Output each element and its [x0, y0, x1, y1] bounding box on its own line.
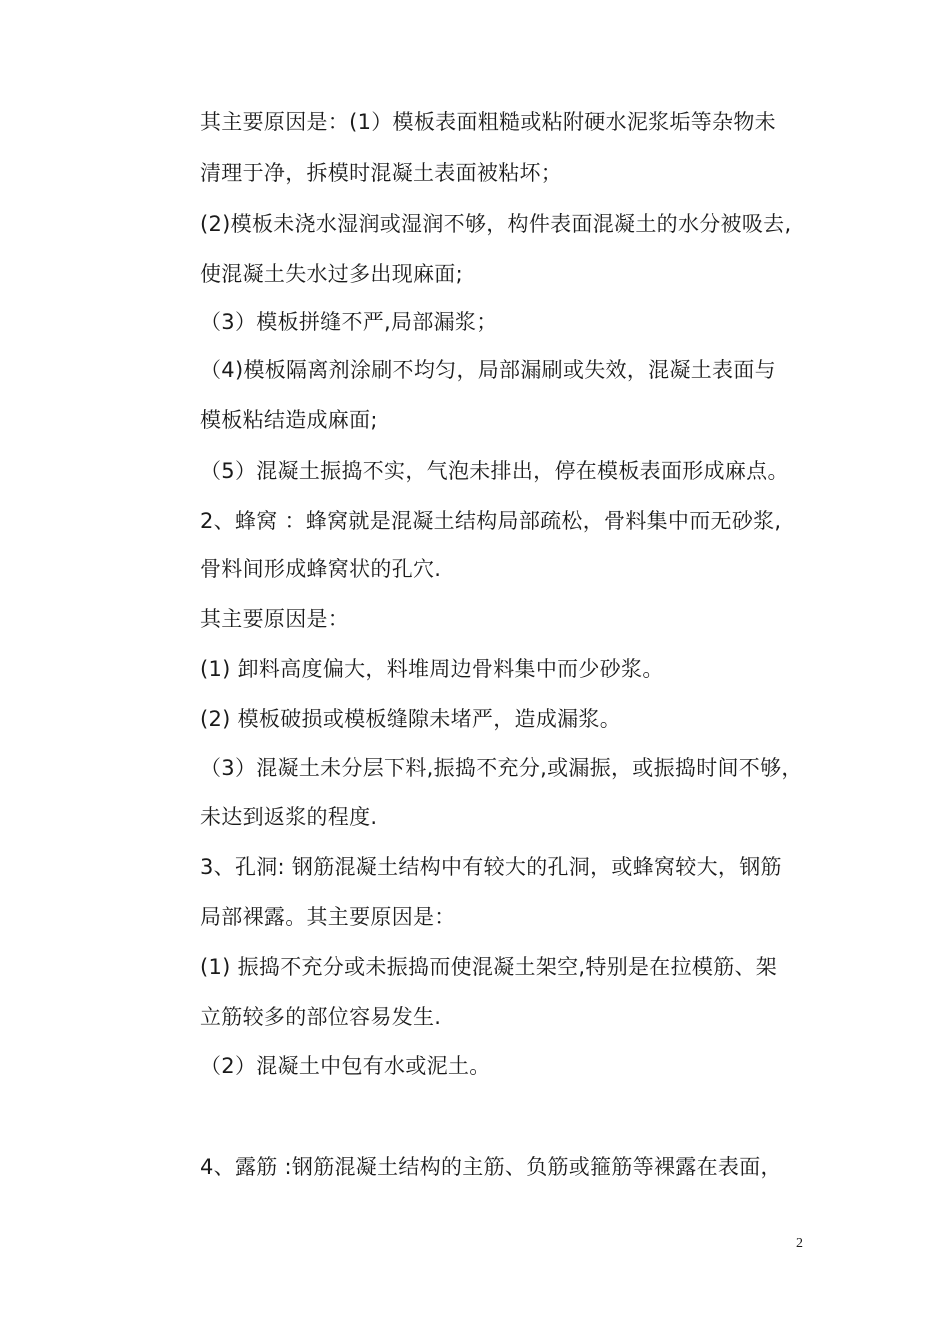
text-line: 其主要原因是：	[200, 607, 350, 631]
text-line: （3）混凝土未分层下料,振捣不充分,或漏振，或振捣时间不够，	[200, 756, 803, 780]
text-line: 局部裸露。其主要原因是：	[200, 905, 456, 929]
text-line: 2、蜂窝 ：蜂窝就是混凝土结构局部疏松，骨料集中而无砂浆,	[200, 509, 782, 533]
text-line: (2) 模板破损或模板缝隙未堵严，造成漏浆。	[200, 707, 622, 731]
text-line: （3）模板拼缝不严,局部漏浆；	[200, 310, 498, 334]
text-line: 未达到返浆的程度.	[200, 805, 378, 829]
text-line: 4、露筋 :钢筋混凝土结构的主筋、负筋或箍筋等裸露在表面，	[200, 1155, 782, 1179]
text-line: 3、孔洞: 钢筋混凝土结构中有较大的孔洞，或蜂窝较大，钢筋	[200, 855, 782, 879]
text-line: 模板粘结造成麻面;	[200, 408, 378, 432]
text-line: (1) 振捣不充分或未振捣而使混凝土架空,特别是在拉模筋、架	[200, 955, 778, 979]
page-number: 2	[796, 1236, 803, 1251]
text-line: 清理于净，拆模时混凝土表面被粘坏；	[200, 161, 563, 185]
text-line: 其主要原因是：(1）模板表面粗糙或粘附硬水泥浆垢等杂物未	[200, 110, 776, 134]
text-line: 立筋较多的部位容易发生.	[200, 1005, 442, 1029]
text-line: （5）混凝土振捣不实，气泡未排出，停在模板表面形成麻点。	[200, 459, 789, 483]
text-line: （4)模板隔离剂涂刷不均匀，局部漏刷或失效，混凝土表面与	[200, 358, 776, 382]
text-line: (1) 卸料高度偏大，料堆周边骨料集中而少砂浆。	[200, 657, 664, 681]
text-line: 使混凝土失水过多出现麻面;	[200, 262, 463, 286]
text-line: (2)模板未浇水湿润或湿润不够，构件表面混凝土的水分被吸去,	[200, 212, 792, 236]
text-line: 骨料间形成蜂窝状的孔穴.	[200, 557, 442, 581]
text-line: （2）混凝土中包有水或泥土。	[200, 1054, 491, 1078]
